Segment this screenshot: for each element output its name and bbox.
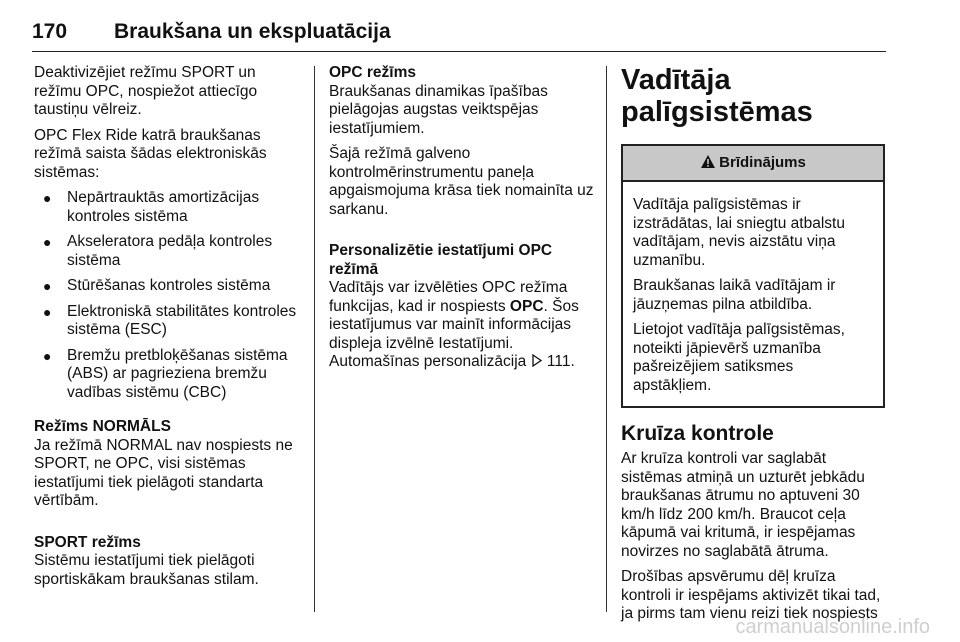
- warning-header: Brīdinājums: [623, 146, 883, 182]
- paragraph: Braukšanas dinamikas īpašības pielāgojas augstas veiktspējas iestatījumiem.: [329, 82, 548, 137]
- subheading-personalized: Personalizētie iestatījumi OPC režīmā: [329, 242, 553, 278]
- subheading-sport: SPORT režīms: [34, 533, 141, 551]
- list-item: ● Bremžu pretbloķēšanas sistēma (ABS) ar pagrieziena bremžu vadības sistēmu (CBC): [43, 346, 288, 401]
- warning-box: [621, 144, 885, 408]
- page-header: [32, 12, 886, 52]
- page-number: 170: [32, 20, 68, 43]
- warning-icon: [700, 148, 716, 182]
- subheading-normal: Režīms NORMĀLS: [34, 418, 171, 435]
- bullet-icon: ●: [43, 347, 52, 364]
- column-left: [34, 64, 302, 596]
- list-item: ● Elektroniskā stabilitātes kontroles sistēma (ESC): [43, 302, 297, 338]
- paragraph: Šajā režīmā galveno kontrolmērinstrumentu paneļa apgaismojuma krāsa tiek nomainīta uz sarkanu.: [329, 145, 594, 218]
- bullet-icon: ●: [43, 303, 52, 320]
- paragraph: Vadītājs var izvēlēties OPC režīma funkcijas, kad ir nospiests OPC. Šos iestatījumus var mainīt informācijas displeja izvēlnē Iestatījumi. Automašīnas personalizācija 111.: [329, 279, 579, 370]
- systems-list: [34, 189, 302, 402]
- paragraph: Sistēmu iestatījumi tiek pielāgoti sportiskākam braukšanas stilam.: [34, 552, 259, 588]
- paragraph: Ja režīmā NORMAL nav nospiests ne SPORT, ne OPC, visi sistēmas iestatījumi tiek pielāgoti standarta vērtībām.: [34, 436, 293, 509]
- section-title: Vadītāja palīgsistēmas: [621, 64, 813, 128]
- paragraph: OPC Flex Ride katrā braukšanas režīmā saista šādas elektroniskās sistēmas:: [34, 126, 267, 181]
- paragraph: Ar kruīza kontroli var saglabāt sistēmas atmiņā un uzturēt jebkādu braukšanas ātrumu no aptuveni 30 km/h līdz 200 km/h. Braucot ceļa kāpumā vai kritumā, ir iespējamas novirzes no saglabātā ātruma.: [621, 450, 865, 560]
- list-item: ● Stūrēšanas kontroles sistēma: [43, 277, 271, 294]
- paragraph: Deaktivizējiet režīmu SPORT un režīmu OPC, nospiežot attiecīgo taustiņu vēlreiz.: [34, 64, 258, 118]
- paragraph: Drošības apsvērumu dēļ kruīza kontroli ir iespējams aktivizēt tikai tad, ja pirms tam vienu reizi tiek nospiests: [621, 568, 881, 622]
- paragraph: Vadītāja palīgsistēmas ir izstrādātas, lai sniegtu atbalstu vadītājam, nevis aizstātu viņa uzmanību.: [633, 196, 845, 269]
- bullet-icon: ●: [43, 234, 52, 250]
- warning-body: [623, 182, 883, 406]
- list-item: ● Nepārtrauktās amortizācijas kontroles sistēma: [43, 189, 260, 225]
- column-divider: [606, 66, 607, 612]
- list-item: ● Akseleratora pedāļa kontroles sistēma: [43, 233, 273, 269]
- column-divider: [314, 66, 315, 612]
- bullet-icon: ●: [43, 278, 52, 294]
- header-divider: [32, 51, 886, 52]
- watermark: carmanualsonline.info: [735, 616, 930, 638]
- chapter-title: Braukšana un ekspluatācija: [114, 20, 391, 43]
- opc-button-label: OPC: [509, 297, 544, 315]
- column-middle: [329, 64, 595, 379]
- bullet-icon: ●: [43, 190, 52, 206]
- paragraph: Lietojot vadītāja palīgsistēmas, noteikti jāpievērš uzmanība pašreizējiem satiksmes apstākļiem.: [633, 321, 845, 394]
- page-reference[interactable]: 111: [546, 353, 571, 370]
- page-reference-icon: [531, 353, 543, 370]
- subheading-opc: OPC režīms: [329, 64, 417, 81]
- subsection-title: Kruīza kontrole: [621, 422, 774, 445]
- column-right: [621, 64, 889, 631]
- paragraph: Braukšanas laikā vadītājam ir jāuzņemas pilna atbildība.: [633, 277, 836, 313]
